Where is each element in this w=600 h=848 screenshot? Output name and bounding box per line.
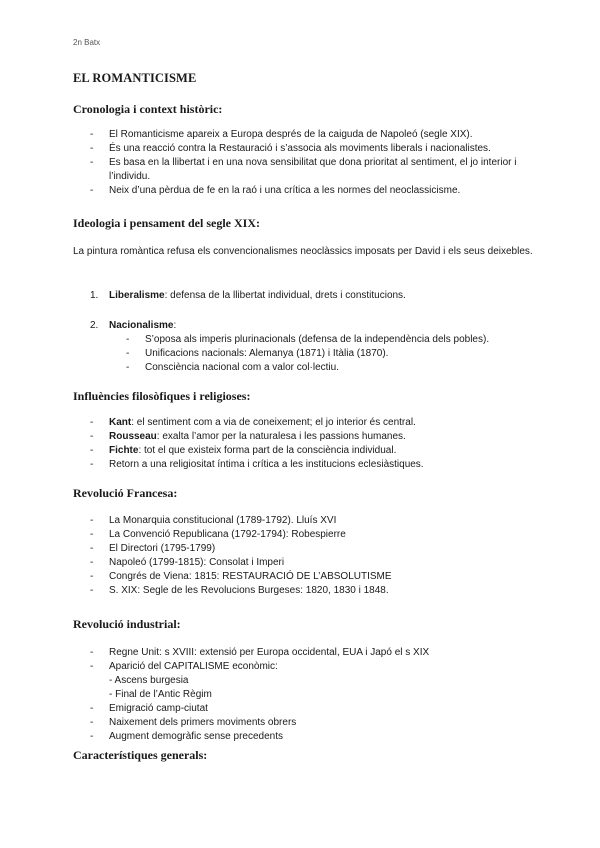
list-item: - Consciència nacional com a valor col·lectiu. [126,362,339,373]
dash-bullet: - [90,157,94,168]
dash-bullet: - [126,348,130,359]
dash-bullet: - [126,334,130,345]
dash-bullet: - [90,417,94,428]
dash-bullet: - [90,661,94,672]
list-item: - S. XIX: Segle de les Revolucions Burgeses: 1820, 1830 i 1848. [90,585,389,596]
list-item: - El Directori (1795-1799) [90,543,216,554]
list-item: - Rousseau: exalta l’amor per la naturalesa i les passions humanes. [90,431,406,442]
list-item: - S’oposa als imperis plurinacionals (defensa de la independència dels pobles). [126,334,490,345]
list-revolucio-industrial [90,646,540,744]
list-item: - Neix d’una pèrdua de fe en la raó i una crítica a les normes del neoclassicisme. [90,185,461,196]
list-item: - Augment demogràfic sense precedents [90,731,283,742]
sub-line: - Final de l’Antic Règim [109,689,212,700]
list-item: - És una reacció contra la Restauració i s’associa als moviments liberals i nacionalistes. [90,143,491,154]
dash-bullet: - [90,703,94,714]
sub-line: - Ascens burgesia [109,675,189,686]
heading-revolucio-industrial: Revolució industrial: [73,617,181,631]
dash-bullet: - [90,129,94,140]
list-cronologia [90,128,540,198]
dash-bullet: - [90,515,94,526]
dash-bullet: - [90,445,94,456]
dash-bullet: - [90,431,94,442]
list-item: - Retorn a una religiositat íntima i crítica a les institucions eclesiàstiques. [90,459,424,470]
heading-influencies: Influències filosòfiques i religioses: [73,389,251,403]
list-item: - El Romanticisme apareix a Europa després de la caiguda de Napoleó (segle XIX). [90,129,473,140]
sublist-nacionalisme [126,333,546,375]
dash-bullet: - [90,529,94,540]
paragraph-ideologia: La pintura romàntica refusa els convencionalismes neoclàssics imposats per David i els seus deixebles. [73,246,533,257]
heading-caracteristiques: Característiques generals: [73,748,208,762]
document-title: EL ROMANTICISME [73,71,197,85]
dash-bullet: - [90,585,94,596]
list-item: - Es basa en la llibertat i en una nova sensibilitat que dona prioritat al sentiment, el jo interior i l’individu. [90,157,517,182]
list-item: - Fichte: tot el que existeix forma part de la consciència individual. [90,445,397,456]
list-item: - Aparició del CAPITALISME econòmic: - Ascens burgesia - Final de l’Antic Règim [90,660,540,702]
list-item: - La Convenció Republicana (1792-1794): Robespierre [90,529,346,540]
dash-bullet: - [90,185,94,196]
list-item: - Emigració camp-ciutat [90,703,208,714]
dash-bullet: - [126,362,130,373]
dash-bullet: - [90,717,94,728]
dash-bullet: - [90,543,94,554]
heading-revolucio-francesa: Revolució Francesa: [73,486,178,500]
list-revolucio-francesa [90,514,540,598]
list-item: - Unificacions nacionals: Alemanya (1871) i Itàlia (1870). [126,348,389,359]
numbered-item-liberalisme: 1. Liberalisme: defensa de la llibertat individual, drets i constitucions. [90,290,406,301]
heading-ideologia: Ideologia i pensament del segle XIX: [73,216,260,230]
dash-bullet: - [90,731,94,742]
list-item: - Regne Unit: s XVIII: extensió per Europa occidental, EUA i Japó el s XIX [90,647,430,658]
dash-bullet: - [90,557,94,568]
list-item: - Kant: el sentiment com a via de coneixement; el jo interior és central. [90,417,416,428]
header-note: 2n Batx [73,38,101,47]
dash-bullet: - [90,571,94,582]
dash-bullet: - [90,459,94,470]
numbered-item-nacionalisme: 2. Nacionalisme: [90,320,177,331]
list-item: - Naixement dels primers moviments obrers [90,717,297,728]
dash-bullet: - [90,647,94,658]
list-item: - La Monarquia constitucional (1789-1792). Lluís XVI [90,515,337,526]
list-item: - Napoleó (1799-1815): Consolat i Imperi [90,557,285,568]
heading-cronologia: Cronologia i context històric: [73,102,223,116]
list-influencies [90,416,540,472]
list-item: - Congrés de Viena: 1815: RESTAURACIÓ DE L’ABSOLUTISME [90,571,392,582]
dash-bullet: - [90,143,94,154]
